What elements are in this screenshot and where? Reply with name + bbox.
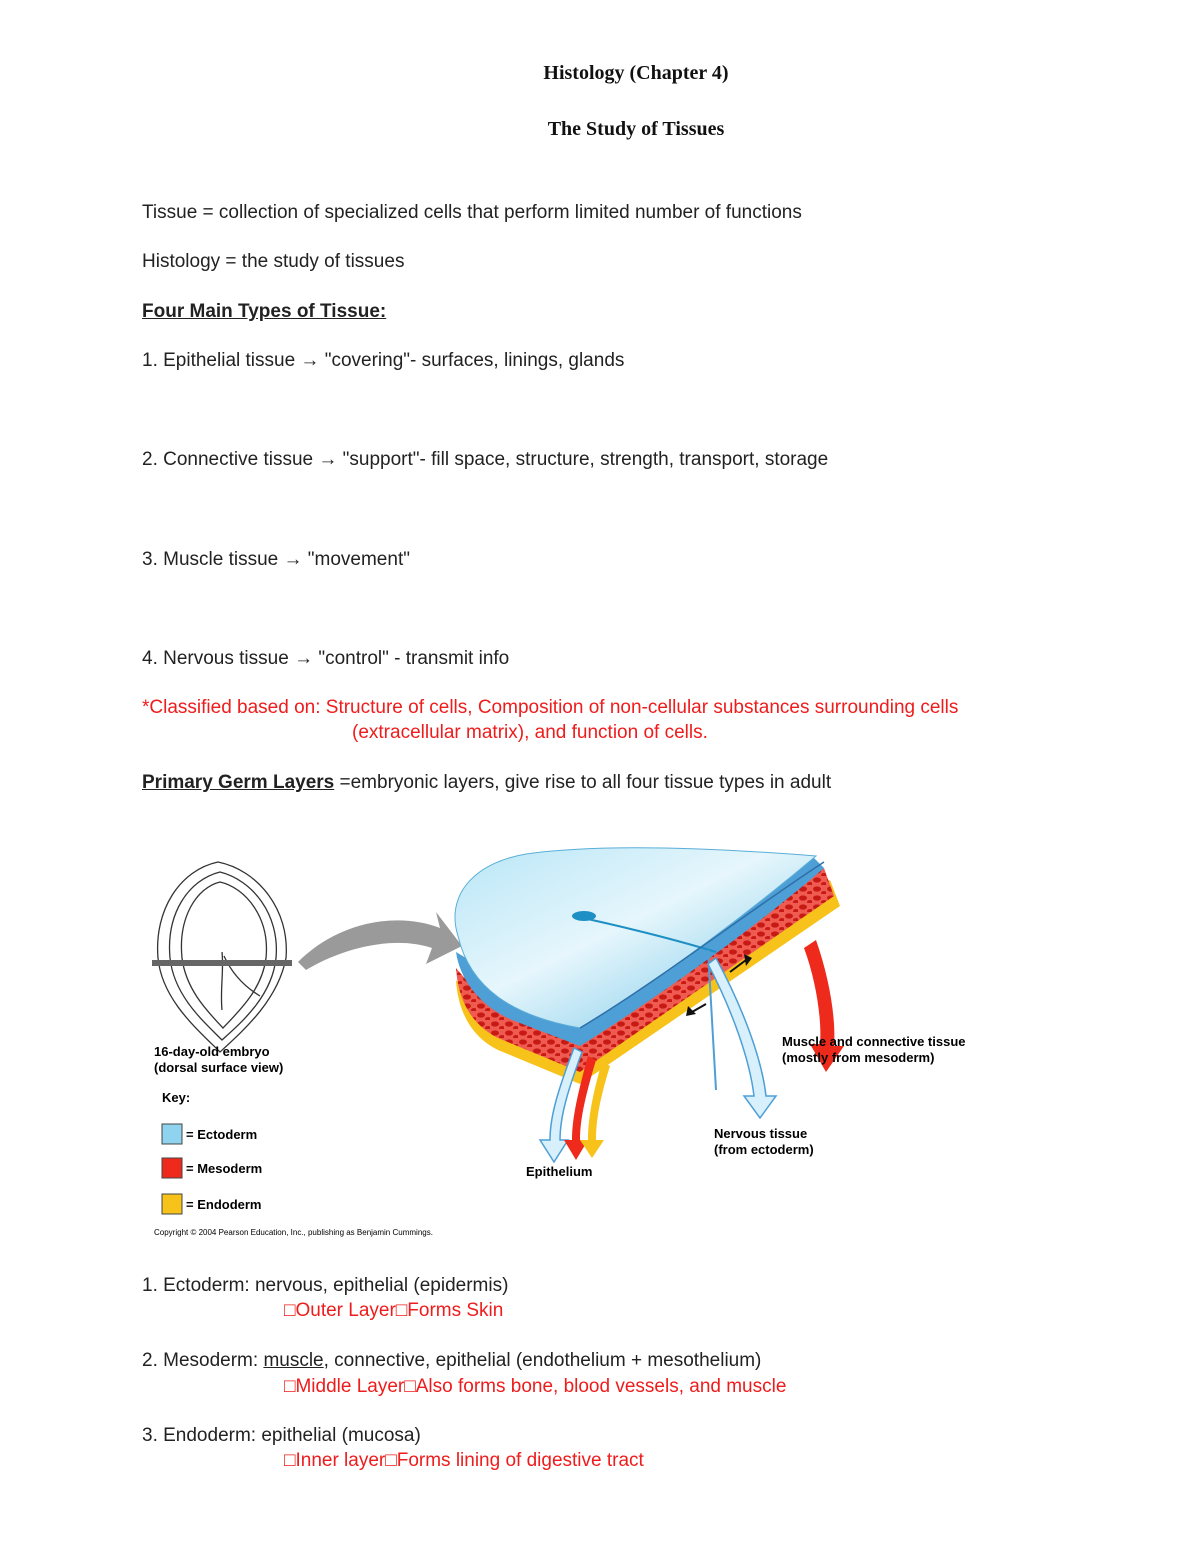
classification-line-2: (extracellular matrix), and function of cells. [352, 722, 708, 743]
layer-ectoderm: 1. Ectoderm: nervous, epithelial (epidermis) [142, 1275, 509, 1296]
primitive-node [572, 911, 596, 921]
classification-line-1: *Classified based on: Structure of cells, Composition of non-cellular substances surrounding cells [142, 697, 959, 718]
page-title: Histology (Chapter 4) [543, 62, 729, 84]
ectoderm-swatch [162, 1124, 182, 1144]
layer-mesoderm-prefix: 2. Mesoderm: [142, 1350, 264, 1371]
mesoderm-swatch [162, 1158, 182, 1178]
germ-layers-definition [142, 772, 831, 794]
key-endoderm: = Endoderm [186, 1197, 262, 1212]
germ-layers-term: Primary Germ Layers [142, 772, 335, 793]
label-nervous-2: (from ectoderm) [714, 1142, 814, 1157]
histology-definition: Histology = the study of tissues [142, 251, 405, 272]
label-epithelium: Epithelium [526, 1164, 593, 1179]
tissue-type-item: 2. Connective tissue → "support"- fill space, structure, strength, transport, storage [142, 449, 829, 470]
germ-layers-desc: =embryonic layers, give rise to all four tissue types in adult [334, 772, 832, 793]
key-mesoderm: = Mesoderm [186, 1161, 263, 1176]
tissue-type-item: 1. Epithelial tissue → "covering"- surfaces, linings, glands [142, 350, 625, 371]
embryo-label-1: 16-day-old embryo [154, 1044, 270, 1059]
layer-mesoderm-note: □Middle Layer□Also forms bone, blood vessels, and muscle [284, 1376, 787, 1397]
tissue-type-item: 4. Nervous tissue → "control" - transmit info [142, 648, 510, 669]
key-title: Key: [162, 1090, 191, 1105]
nervous-arrow [708, 958, 776, 1118]
endoderm-swatch [162, 1194, 182, 1214]
layer-endoderm: 3. Endoderm: epithelial (mucosa) [142, 1425, 421, 1446]
tissue-type-item: 3. Muscle tissue → "movement" [142, 549, 410, 570]
key-ectoderm: = Ectoderm [186, 1127, 258, 1142]
label-muscle-2: (mostly from mesoderm) [782, 1050, 935, 1065]
embryo-label-2: (dorsal surface view) [154, 1060, 284, 1075]
tissue-definition: Tissue = collection of specialized cells that perform limited number of functions [142, 202, 802, 223]
layer-mesoderm-suffix: , connective, epithelial (endothelium + mesothelium) [323, 1350, 762, 1371]
section-arrow [298, 912, 462, 970]
page-subtitle: The Study of Tissues [547, 118, 725, 140]
label-nervous-1: Nervous tissue [714, 1126, 808, 1141]
layer-ectoderm-note: □Outer Layer□Forms Skin [284, 1300, 504, 1321]
germ-layer-figure [140, 840, 1010, 1250]
tissue-types-heading: Four Main Types of Tissue: [142, 301, 387, 322]
embryo-section-bar [152, 960, 292, 966]
layer-endoderm-note: □Inner layer□Forms lining of digestive tract [284, 1450, 644, 1471]
layer-mesoderm-muscle: muscle [263, 1350, 324, 1371]
layer-mesoderm [142, 1350, 761, 1372]
figure-copyright: Copyright © 2004 Pearson Education, Inc., publishing as Benjamin Cummings. [154, 1228, 433, 1237]
embryo-outline [158, 862, 287, 1052]
label-muscle-1: Muscle and connective tissue [782, 1034, 966, 1049]
